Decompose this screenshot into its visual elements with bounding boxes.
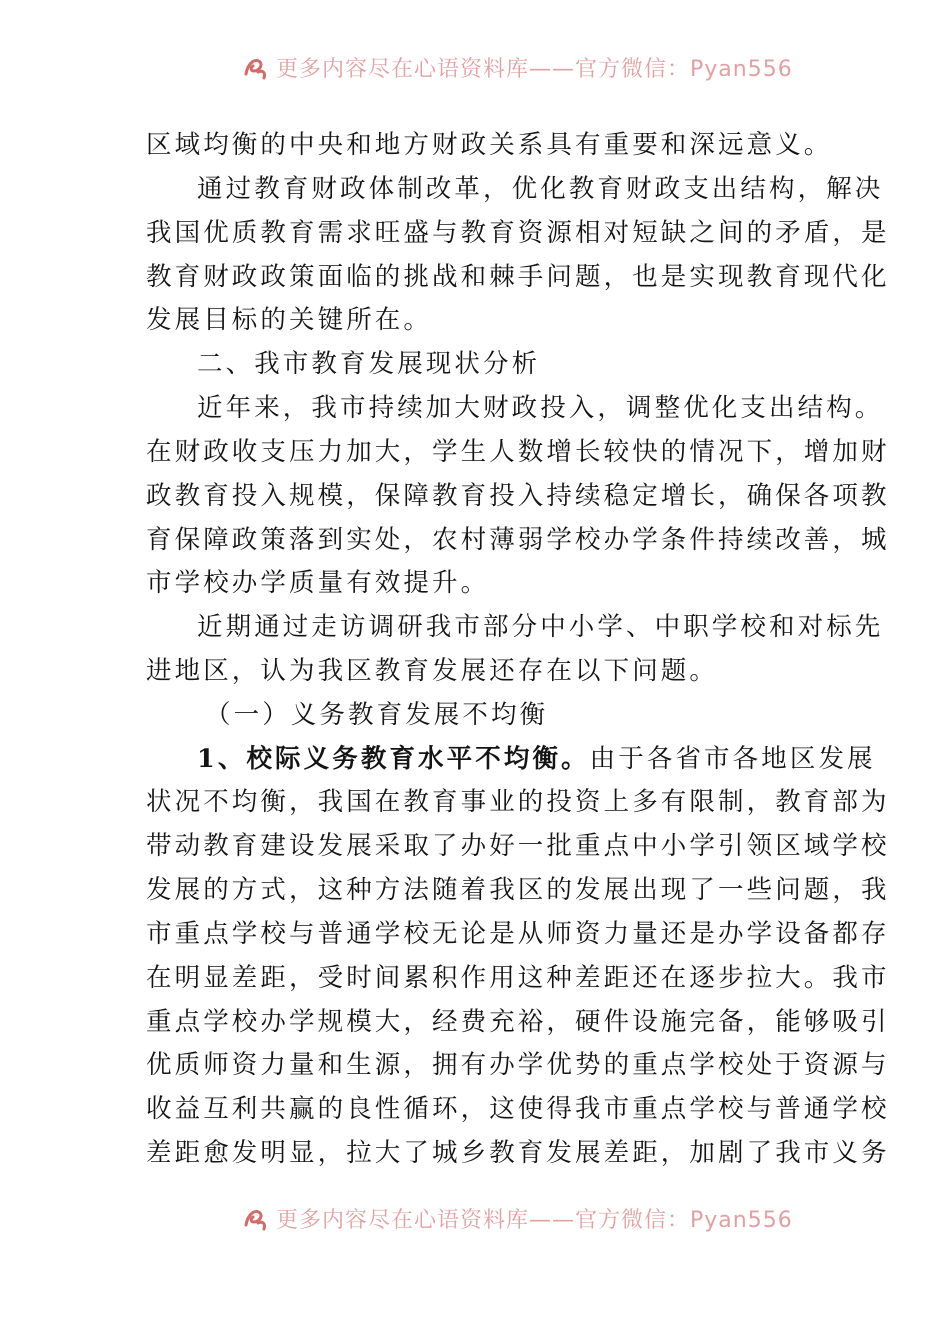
paragraph-line: 政教育投入规模，保障教育投入持续稳定增长，确保各项教: [146, 481, 890, 511]
paragraph-line: 育保障政策落到实处，农村薄弱学校办学条件持续改善，城: [146, 525, 890, 555]
paragraph-text: 由于各省市各地区发展: [589, 744, 876, 774]
paragraph-line: 收益互利共赢的良性循环，这使得我市重点学校与普通学校: [146, 1094, 890, 1124]
paragraph-line: 区域均衡的中央和地方财政关系具有重要和深远意义。: [146, 130, 833, 160]
paragraph-line: 近年来，我市持续加大财政投入，调整优化支出结构。: [197, 393, 884, 423]
paragraph-line: 状况不均衡，我国在教育事业的投资上多有限制，教育部为: [146, 787, 890, 817]
paragraph-line: 优质师资力量和生源，拥有办学优势的重点学校处于资源与: [146, 1050, 890, 1080]
paragraph-line: 发展目标的关键所在。: [146, 305, 433, 335]
paragraph-line: 进地区，认为我区教育发展还存在以下问题。: [146, 656, 719, 686]
paragraph-line: 我国优质教育需求旺盛与教育资源相对短缺之间的矛盾，是: [146, 218, 890, 248]
paragraph-line: 在明显差距，受时间累积作用这种差距还在逐步拉大。我市: [146, 963, 890, 993]
paragraph-line: 通过教育财政体制改革，优化教育财政支出结构，解决: [197, 174, 884, 204]
paragraph-line: 教育财政政策面临的挑战和棘手问题，也是实现教育现代化: [146, 262, 890, 292]
watermark-logo-icon: [242, 1207, 270, 1233]
paragraph-line: 近期通过走访调研我市部分中小学、中职学校和对标先: [197, 612, 884, 642]
paragraph-line: 市重点学校与普通学校无论是从师资力量还是办学设备都存: [146, 919, 890, 949]
bold-heading: 1、校际义务教育水平不均衡。: [197, 744, 590, 774]
paragraph-line: 差距愈发明显，拉大了城乡教育发展差距，加剧了我市义务: [146, 1138, 890, 1168]
paragraph-line: [197, 743, 876, 775]
paragraph-line: 在财政收支压力加大，学生人数增长较快的情况下，增加财: [146, 437, 890, 467]
watermark-text: 更多内容尽在心语资料库——官方微信：Pyan556: [276, 1208, 793, 1233]
watermark-text: 更多内容尽在心语资料库——官方微信：Pyan556: [276, 57, 793, 82]
header-watermark: [0, 56, 950, 86]
footer-watermark: [0, 1207, 950, 1237]
paragraph-line: 重点学校办学规模大，经费充裕，硬件设施完备，能够吸引: [146, 1007, 890, 1037]
paragraph-line: 发展的方式，这种方法随着我区的发展出现了一些问题，我: [146, 875, 890, 905]
subsection-heading: （一）义务教育发展不均衡: [205, 700, 549, 730]
paragraph-line: 带动教育建设发展采取了办好一批重点中小学引领区域学校: [146, 831, 890, 861]
paragraph-line: 市学校办学质量有效提升。: [146, 568, 490, 598]
watermark-logo-icon: [242, 56, 270, 82]
section-heading: 二、我市教育发展现状分析: [197, 349, 541, 379]
